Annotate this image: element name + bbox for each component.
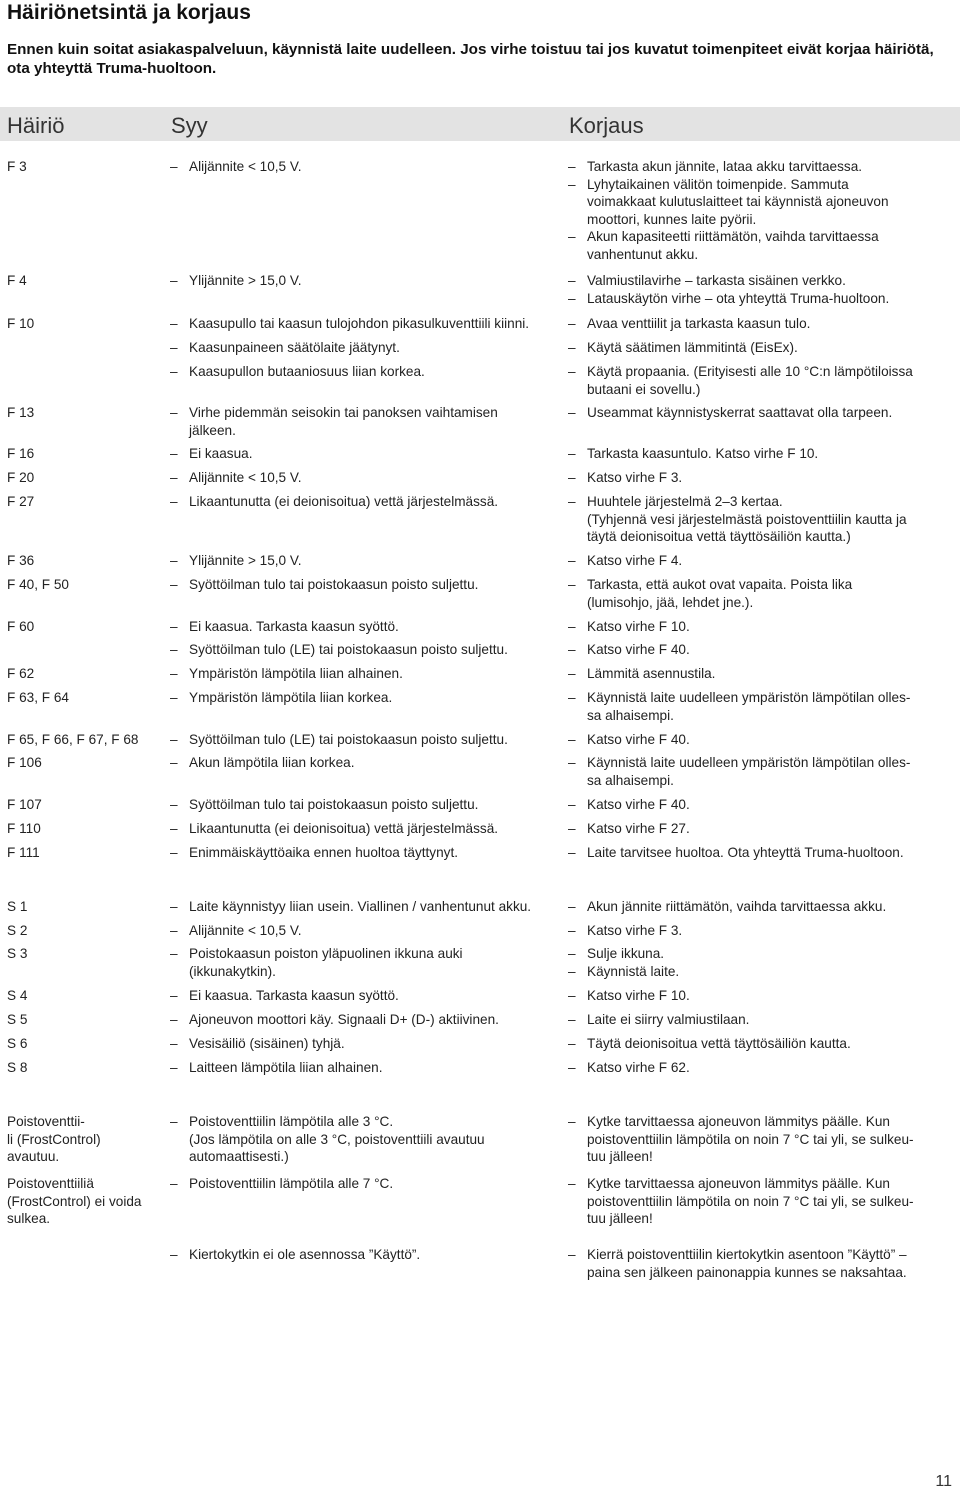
fix-cell: – Katso virhe F 3. (568, 923, 683, 938)
fault-code: S 2 (7, 923, 28, 938)
fix-cell: – Käynnistä laite uudelleen ympäristön lämpötilan olles- sa alhaisempi. (568, 690, 911, 723)
table-row (0, 844, 960, 866)
fix-cell: – Kytke tarvittaessa ajoneuvon lämmitys päälle. Kun poistoventtiilin lämpötila on noin 7 °C tai yli, se sulkeu- tuu jälleen! (568, 1114, 914, 1165)
fix-cell: – Katso virhe F 27. (568, 821, 690, 836)
cause-cell: – Ajoneuvon moottori käy. Signaali D+ (D-) aktiivinen. (170, 1012, 499, 1027)
cause-cell: – Alijännite < 10,5 V. (170, 159, 302, 174)
fix-cell: – Täytä deionisoitua vettä täyttösäiliön kautta. (568, 1036, 851, 1051)
cause-cell: – Syöttöilman tulo (LE) tai poistokaasun poisto suljettu. (170, 732, 508, 747)
table-row (0, 339, 960, 363)
fault-code: F 40, F 50 (7, 577, 69, 592)
table-row (0, 1011, 960, 1035)
cause-cell: – Laitteen lämpötila liian alhainen. (170, 1060, 383, 1075)
troubleshooting-table (0, 158, 960, 1286)
cause-cell: – Alijännite < 10,5 V. (170, 923, 302, 938)
cause-cell: – Syöttöilman tulo tai poistokaasun poisto suljettu. (170, 577, 479, 592)
table-row (0, 754, 960, 796)
column-header-fault: Häiriö (7, 113, 65, 138)
cause-cell: – Ympäristön lämpötila liian korkea. (170, 690, 393, 705)
cause-cell: – Virhe pidemmän seisokin tai panoksen vaihtamisen jälkeen. (170, 405, 498, 438)
fault-code: F 27 (7, 494, 35, 509)
column-header-fix: Korjaus (569, 113, 644, 138)
fault-code: F 20 (7, 470, 35, 485)
fault-code: F 16 (7, 446, 35, 461)
cause-cell: – Ympäristön lämpötila liian alhainen. (170, 666, 403, 681)
table-row (0, 493, 960, 552)
fault-code: F 62 (7, 666, 35, 681)
table-row (0, 315, 960, 339)
fix-cell: – Käytä propaania. (Erityisesti alle 10 °C:n lämpötiloissa butaani ei sovellu.) (568, 364, 913, 397)
fault-code: S 5 (7, 1012, 28, 1027)
fix-cell: – Kierrä poistoventtiilin kiertokytkin asentoon ”Käyttö” – paina sen jälkeen painonappia kunnes se naksahtaa. (568, 1247, 907, 1280)
fault-code: S 8 (7, 1060, 28, 1075)
fix-cell: – Katso virhe F 10. (568, 619, 690, 634)
table-row (0, 820, 960, 844)
cause-cell: – Syöttöilman tulo tai poistokaasun poisto suljettu. (170, 797, 479, 812)
fix-cell: – Käytä säätimen lämmitintä (EisEx). (568, 340, 798, 355)
intro-text: Ennen kuin soitat asiakaspalveluun, käynnistä laite uudelleen. Jos virhe toistuu tai jos kuvatut toimenpiteet eivät korjaa häiriötä, ota yhteyttä Truma-huoltoon. (7, 41, 934, 77)
column-header-cause: Syy (171, 113, 208, 138)
fix-cell: – Lämmitä asennustila. (568, 666, 716, 681)
cause-cell: – Akun lämpötila liian korkea. (170, 755, 355, 770)
fix-cell: – Katso virhe F 4. (568, 553, 683, 568)
fix-cell: – Tarkasta, että aukot ovat vapaita. Poista lika (lumisohjo, jää, lehdet jne.). (568, 577, 853, 610)
table-row (0, 1035, 960, 1059)
fix-cell: – Kytke tarvittaessa ajoneuvon lämmitys päälle. Kun poistoventtiilin lämpötila on noin 7 °C tai yli, se sulkeu- tuu jälleen! (568, 1176, 914, 1227)
fix-cell: – Katso virhe F 40. (568, 642, 690, 657)
table-row (0, 363, 960, 404)
table-row (0, 1113, 960, 1175)
fault-code: S 1 (7, 899, 28, 914)
table-row (0, 469, 960, 493)
fix-cell: – Tarkasta kaasuntulo. Katso virhe F 10. (568, 446, 819, 461)
fault-code: F 3 (7, 159, 27, 174)
table-row (0, 796, 960, 820)
fix-cell: – Akun jännite riittämätön, vaihda tarvittaessa akku. (568, 899, 887, 914)
fault-code: F 10 (7, 316, 35, 331)
cause-cell: – Kaasupullo tai kaasun tulojohdon pikasulkuventtiili kiinni. (170, 316, 530, 331)
fix-cell: – Valmiustilavirhe – tarkasta sisäinen verkko. – Latauskäytön virhe – ota yhteyttä Truma-huoltoon. (568, 273, 890, 306)
fault-code: Poistoventtiiliä (FrostControl) ei voida sulkea. (7, 1176, 142, 1227)
table-row (0, 1059, 960, 1081)
cause-cell: – Ei kaasua. (170, 446, 253, 461)
fault-code: S 4 (7, 988, 28, 1003)
fault-code: F 63, F 64 (7, 690, 69, 705)
fix-cell: – Katso virhe F 40. (568, 732, 690, 747)
table-row (0, 552, 960, 576)
cause-cell: – Ylijännite > 15,0 V. (170, 553, 302, 568)
cause-cell: – Kiertokytkin ei ole asennossa ”Käyttö”. (170, 1247, 421, 1262)
cause-cell: – Laite käynnistyy liian usein. Viallinen / vanhentunut akku. (170, 899, 532, 914)
page-title: Häiriönetsintä ja korjaus (7, 1, 251, 24)
fault-code: F 111 (7, 845, 40, 860)
fix-cell: – Katso virhe F 3. (568, 470, 683, 485)
cause-cell: – Ylijännite > 15,0 V. (170, 273, 302, 288)
fault-code: F 4 (7, 273, 27, 288)
cause-cell: – Poistoventtiilin lämpötila alle 3 °C. (Jos lämpötila on alle 3 °C, poistoventtiili avautuu automaattisesti.) (170, 1114, 485, 1165)
cause-cell: – Poistokaasun poiston yläpuolinen ikkuna auki (ikkunakytkin). (170, 946, 463, 979)
cause-cell: – Ei kaasua. Tarkasta kaasun syöttö. (170, 988, 399, 1003)
table-row (0, 689, 960, 731)
table-row (0, 898, 960, 922)
table-row (0, 404, 960, 445)
table-row (0, 576, 960, 618)
fix-cell: – Useammat käynnistyskerrat saattavat olla tarpeen. (568, 405, 893, 420)
table-row (0, 618, 960, 641)
fault-code: F 106 (7, 755, 42, 770)
fault-code: F 107 (7, 797, 42, 812)
fix-cell: – Sulje ikkuna. – Käynnistä laite. (568, 946, 680, 979)
table-row (0, 1246, 960, 1286)
fix-cell: – Huuhtele järjestelmä 2–3 kertaa. (Tyhjennä vesi järjestelmästä poistoventtiilin kautta ja täytä deionisoitua vettä täyttösäiliön kautta.) (568, 494, 907, 545)
cause-cell: – Likaantunutta (ei deionisoitua) vettä järjestelmässä. (170, 821, 499, 836)
fault-code: S 3 (7, 946, 28, 961)
table-row (0, 272, 960, 315)
table-row (0, 945, 960, 987)
fault-code: F 13 (7, 405, 35, 420)
fault-code: F 60 (7, 619, 35, 634)
page-number: 11 (935, 1473, 952, 1490)
cause-cell: – Kaasupullon butaaniosuus liian korkea. (170, 364, 425, 379)
table-row (0, 731, 960, 754)
fault-code: F 110 (7, 821, 41, 836)
cause-cell: – Enimmäiskäyttöaika ennen huoltoa täyttynyt. (170, 845, 459, 860)
fix-cell: – Käynnistä laite uudelleen ympäristön lämpötilan olles- sa alhaisempi. (568, 755, 911, 788)
table-row (0, 445, 960, 469)
cause-cell: – Likaantunutta (ei deionisoitua) vettä järjestelmässä. (170, 494, 499, 509)
table-row (0, 158, 960, 272)
fault-code: F 36 (7, 553, 35, 568)
fix-cell: – Laite tarvitsee huoltoa. Ota yhteyttä Truma-huoltoon. (568, 845, 904, 860)
cause-cell: – Alijännite < 10,5 V. (170, 470, 302, 485)
fix-cell: – Tarkasta akun jännite, lataa akku tarvittaessa. – Lyhytaikainen välitön toimenpide. Sammuta voimakkaat kulutuslaitteet tai käynnistä ajoneuvon moottori, kunnes laite pyörii. – Akun kapasiteetti riittämätön, vaihda tarvittaessa vanhentunut akku. (568, 159, 889, 262)
cause-cell: – Kaasunpaineen säätölaite jäätynyt. (170, 340, 400, 355)
table-row (0, 987, 960, 1011)
cause-cell: – Ei kaasua. Tarkasta kaasun syöttö. (170, 619, 399, 634)
table-row (0, 922, 960, 945)
fix-cell: – Laite ei siirry valmiustilaan. (568, 1012, 750, 1027)
cause-cell: – Syöttöilman tulo (LE) tai poistokaasun poisto suljettu. (170, 642, 508, 657)
table-row (0, 641, 960, 665)
cause-cell: – Poistoventtiilin lämpötila alle 7 °C. (170, 1176, 394, 1191)
table-row (0, 1175, 960, 1246)
table-row (0, 665, 960, 689)
fix-cell: – Avaa venttiilit ja tarkasta kaasun tulo. (568, 316, 811, 331)
fault-code: S 6 (7, 1036, 28, 1051)
fault-code: F 65, F 66, F 67, F 68 (7, 732, 139, 747)
fault-code: Poistoventtii- li (FrostControl) avautuu. (7, 1114, 101, 1165)
table-header (0, 107, 960, 141)
fix-cell: – Katso virhe F 62. (568, 1060, 690, 1075)
fix-cell: – Katso virhe F 40. (568, 797, 690, 812)
cause-cell: – Vesisäiliö (sisäinen) tyhjä. (170, 1036, 345, 1051)
fix-cell: – Katso virhe F 10. (568, 988, 690, 1003)
